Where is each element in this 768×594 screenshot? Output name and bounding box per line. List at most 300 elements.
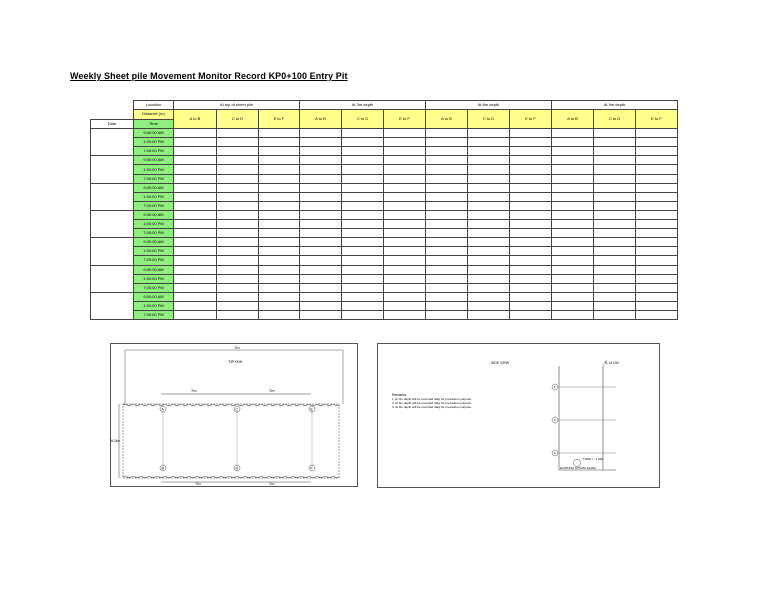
reading-cell[interactable]	[300, 265, 342, 274]
reading-cell[interactable]	[552, 129, 594, 138]
time-cell: 1:00:00 PM	[134, 274, 174, 283]
reading-cell[interactable]	[636, 292, 678, 301]
reading-cell[interactable]	[636, 129, 678, 138]
reading-cell[interactable]	[174, 256, 217, 265]
reading-cell[interactable]	[636, 174, 678, 183]
reading-cell[interactable]	[259, 174, 300, 183]
reading-cell[interactable]	[426, 192, 468, 201]
reading-cell[interactable]	[384, 265, 426, 274]
time-cell: 9:00:00 AM	[134, 265, 174, 274]
date-cell[interactable]	[91, 292, 134, 319]
reading-cell[interactable]	[636, 201, 678, 210]
reading-cell[interactable]	[259, 201, 300, 210]
reading-cell[interactable]	[174, 129, 217, 138]
reading-cell[interactable]	[594, 156, 636, 165]
reading-cell[interactable]	[636, 192, 678, 201]
reading-cell[interactable]	[384, 283, 426, 292]
reading-cell[interactable]	[217, 165, 259, 174]
reading-cell[interactable]	[594, 138, 636, 147]
reading-cell[interactable]	[217, 247, 259, 256]
date-cell[interactable]	[91, 129, 134, 156]
reading-cell[interactable]	[259, 301, 300, 310]
reading-cell[interactable]	[300, 183, 342, 192]
reading-cell[interactable]	[384, 183, 426, 192]
reading-cell[interactable]	[468, 138, 510, 147]
reading-cell[interactable]	[468, 256, 510, 265]
reading-cell[interactable]	[552, 156, 594, 165]
reading-cell[interactable]	[259, 138, 300, 147]
table-row	[91, 147, 678, 156]
reading-cell[interactable]	[510, 283, 552, 292]
reading-cell[interactable]	[300, 274, 342, 283]
subcol-header: C to D	[468, 110, 510, 129]
reading-cell[interactable]	[174, 220, 217, 229]
reading-cell[interactable]	[594, 192, 636, 201]
reading-cell[interactable]	[510, 147, 552, 156]
time-cell: 9:00:00 AM	[134, 129, 174, 138]
reading-cell[interactable]	[636, 256, 678, 265]
reading-cell[interactable]	[426, 247, 468, 256]
subcol-header: E to F	[259, 110, 300, 129]
reading-cell[interactable]	[259, 147, 300, 156]
reading-cell[interactable]	[217, 156, 259, 165]
table-row	[91, 201, 678, 210]
reading-cell[interactable]	[384, 138, 426, 147]
reading-cell[interactable]	[552, 256, 594, 265]
time-cell: 1:00:00 PM	[134, 192, 174, 201]
reading-cell[interactable]	[594, 210, 636, 219]
reading-cell[interactable]	[510, 174, 552, 183]
reading-cell[interactable]	[468, 201, 510, 210]
reading-cell[interactable]	[468, 238, 510, 247]
reading-cell[interactable]	[594, 265, 636, 274]
reading-cell[interactable]	[300, 138, 342, 147]
reading-cell[interactable]	[342, 238, 384, 247]
reading-cell[interactable]	[300, 238, 342, 247]
reading-cell[interactable]	[552, 201, 594, 210]
reading-cell[interactable]	[594, 283, 636, 292]
reading-cell[interactable]	[300, 220, 342, 229]
time-cell: 7:00:00 PM	[134, 174, 174, 183]
reading-cell[interactable]	[300, 229, 342, 238]
reading-cell[interactable]	[300, 310, 342, 319]
reading-cell[interactable]	[636, 156, 678, 165]
reading-cell[interactable]	[468, 301, 510, 310]
reading-cell[interactable]	[468, 147, 510, 156]
subcol-header: E to F	[510, 110, 552, 129]
reading-cell[interactable]	[468, 220, 510, 229]
reading-cell[interactable]	[384, 174, 426, 183]
reading-cell[interactable]	[384, 165, 426, 174]
plan-dim-left-top: 7m	[191, 388, 197, 393]
side-view-drawing	[378, 344, 659, 487]
reading-cell[interactable]	[300, 192, 342, 201]
reading-cell[interactable]	[594, 256, 636, 265]
reading-cell[interactable]	[468, 192, 510, 201]
time-header: Time	[134, 119, 174, 129]
reading-cell[interactable]	[259, 256, 300, 265]
reading-cell[interactable]	[342, 274, 384, 283]
reading-cell[interactable]	[468, 265, 510, 274]
reading-cell[interactable]	[217, 147, 259, 156]
reading-cell[interactable]	[174, 210, 217, 219]
blank-corner	[91, 101, 134, 110]
plan-dim-right-top: 7m	[269, 388, 275, 393]
reading-cell[interactable]	[259, 310, 300, 319]
reading-cell[interactable]	[300, 247, 342, 256]
reading-cell[interactable]	[594, 147, 636, 156]
reading-cell[interactable]	[594, 220, 636, 229]
reading-cell[interactable]	[552, 174, 594, 183]
reading-cell[interactable]	[636, 183, 678, 192]
reading-cell[interactable]	[342, 256, 384, 265]
reading-cell[interactable]	[468, 247, 510, 256]
reading-cell[interactable]	[174, 165, 217, 174]
reading-cell[interactable]	[300, 210, 342, 219]
reading-cell[interactable]	[636, 210, 678, 219]
reading-cell[interactable]	[594, 238, 636, 247]
reading-cell[interactable]	[384, 147, 426, 156]
time-cell: 9:00:00 AM	[134, 183, 174, 192]
reading-cell[interactable]	[636, 310, 678, 319]
reading-cell[interactable]	[342, 201, 384, 210]
reading-cell[interactable]	[342, 210, 384, 219]
reading-cell[interactable]	[342, 292, 384, 301]
reading-cell[interactable]	[594, 310, 636, 319]
reading-cell[interactable]	[636, 165, 678, 174]
reading-cell[interactable]	[426, 129, 468, 138]
time-cell: 1:00:00 PM	[134, 165, 174, 174]
reading-cell[interactable]	[300, 283, 342, 292]
reading-cell[interactable]	[174, 265, 217, 274]
plan-view-drawing	[111, 344, 357, 486]
reading-cell[interactable]	[259, 274, 300, 283]
time-cell: 1:00:00 PM	[134, 247, 174, 256]
reading-cell[interactable]	[552, 238, 594, 247]
reading-cell[interactable]	[552, 183, 594, 192]
reading-cell[interactable]	[342, 301, 384, 310]
reading-cell[interactable]	[636, 265, 678, 274]
sheet-pile-bottom	[123, 476, 339, 478]
reading-cell[interactable]	[468, 129, 510, 138]
reading-cell[interactable]	[426, 165, 468, 174]
table-row	[91, 165, 678, 174]
reading-cell[interactable]	[636, 147, 678, 156]
reading-cell[interactable]	[510, 183, 552, 192]
reading-cell[interactable]	[342, 192, 384, 201]
reading-cell[interactable]	[259, 238, 300, 247]
reading-cell[interactable]	[217, 183, 259, 192]
reading-cell[interactable]	[217, 129, 259, 138]
reading-cell[interactable]	[594, 201, 636, 210]
reading-cell[interactable]	[174, 147, 217, 156]
reading-cell[interactable]	[342, 265, 384, 274]
side-view-panel	[377, 343, 660, 488]
reading-cell[interactable]	[174, 310, 217, 319]
reading-cell[interactable]	[342, 174, 384, 183]
plan-view-panel	[110, 343, 358, 487]
reading-cell[interactable]	[174, 192, 217, 201]
date-cell[interactable]	[91, 238, 134, 265]
reading-cell[interactable]	[636, 229, 678, 238]
reading-cell[interactable]	[259, 183, 300, 192]
reading-cell[interactable]	[174, 283, 217, 292]
reading-cell[interactable]	[384, 220, 426, 229]
date-cell[interactable]	[91, 183, 134, 210]
level-3-label: 3	[553, 451, 556, 456]
reading-cell[interactable]	[426, 210, 468, 219]
reading-cell[interactable]	[426, 220, 468, 229]
date-cell[interactable]	[91, 156, 134, 183]
reading-cell[interactable]	[217, 310, 259, 319]
reading-cell[interactable]	[468, 274, 510, 283]
reading-cell[interactable]	[468, 210, 510, 219]
date-cell[interactable]	[91, 265, 134, 292]
reading-cell[interactable]	[510, 247, 552, 256]
reading-cell[interactable]	[510, 220, 552, 229]
reading-cell[interactable]	[510, 165, 552, 174]
reading-cell[interactable]	[426, 238, 468, 247]
table-row	[91, 238, 678, 247]
reading-cell[interactable]	[552, 301, 594, 310]
reading-cell[interactable]	[342, 156, 384, 165]
reading-cell[interactable]	[468, 174, 510, 183]
reading-cell[interactable]	[217, 256, 259, 265]
reading-cell[interactable]	[468, 283, 510, 292]
reading-cell[interactable]	[300, 301, 342, 310]
reading-cell[interactable]	[384, 156, 426, 165]
remarks-title: Remarks:	[392, 393, 407, 397]
reading-cell[interactable]	[594, 301, 636, 310]
reading-cell[interactable]	[510, 265, 552, 274]
reading-cell[interactable]	[174, 292, 217, 301]
reading-cell[interactable]	[300, 156, 342, 165]
reading-cell[interactable]	[510, 310, 552, 319]
reading-cell[interactable]	[174, 183, 217, 192]
reading-cell[interactable]	[636, 274, 678, 283]
reading-cell[interactable]	[552, 274, 594, 283]
reading-cell[interactable]	[384, 129, 426, 138]
reading-cell[interactable]	[510, 210, 552, 219]
table-row	[91, 274, 678, 283]
reading-cell[interactable]	[552, 165, 594, 174]
reading-cell[interactable]	[217, 283, 259, 292]
reading-cell[interactable]	[594, 183, 636, 192]
reading-cell[interactable]	[259, 283, 300, 292]
reading-cell[interactable]	[174, 274, 217, 283]
reading-cell[interactable]	[552, 210, 594, 219]
reading-cell[interactable]	[384, 210, 426, 219]
reading-cell[interactable]	[217, 265, 259, 274]
reading-cell[interactable]	[300, 292, 342, 301]
reading-cell[interactable]	[552, 292, 594, 301]
reading-cell[interactable]	[259, 165, 300, 174]
reading-cell[interactable]	[259, 129, 300, 138]
reading-cell[interactable]	[426, 301, 468, 310]
reading-cell[interactable]	[468, 310, 510, 319]
reading-cell[interactable]	[174, 174, 217, 183]
reading-cell[interactable]	[426, 201, 468, 210]
reading-cell[interactable]	[259, 210, 300, 219]
level-2-label: 2	[553, 418, 556, 423]
reading-cell[interactable]	[259, 265, 300, 274]
reading-cell[interactable]	[510, 156, 552, 165]
reading-cell[interactable]	[594, 274, 636, 283]
reading-cell[interactable]	[636, 247, 678, 256]
time-cell: 7:00:00 PM	[134, 256, 174, 265]
reading-cell[interactable]	[217, 301, 259, 310]
reading-cell[interactable]	[174, 238, 217, 247]
reading-cell[interactable]	[426, 283, 468, 292]
reading-cell[interactable]	[636, 220, 678, 229]
date-header: Date	[91, 119, 134, 129]
reading-cell[interactable]	[552, 247, 594, 256]
reading-cell[interactable]	[342, 310, 384, 319]
time-cell: 7:00:00 PM	[134, 283, 174, 292]
reading-cell[interactable]	[552, 147, 594, 156]
reading-cell[interactable]	[259, 247, 300, 256]
reading-cell[interactable]	[300, 201, 342, 210]
reading-cell[interactable]	[594, 292, 636, 301]
reading-cell[interactable]	[552, 265, 594, 274]
subcol-header: C to D	[594, 110, 636, 129]
reading-cell[interactable]	[426, 183, 468, 192]
reading-cell[interactable]	[259, 156, 300, 165]
reading-cell[interactable]	[552, 220, 594, 229]
reading-cell[interactable]	[384, 192, 426, 201]
reading-cell[interactable]	[342, 129, 384, 138]
reading-cell[interactable]	[217, 274, 259, 283]
reading-cell[interactable]	[636, 301, 678, 310]
reading-cell[interactable]	[342, 220, 384, 229]
reading-cell[interactable]	[468, 165, 510, 174]
point-d-label: D	[235, 466, 239, 471]
reading-cell[interactable]	[510, 138, 552, 147]
reading-cell[interactable]	[468, 229, 510, 238]
reading-cell[interactable]	[259, 220, 300, 229]
reading-cell[interactable]	[510, 256, 552, 265]
reading-cell[interactable]	[510, 292, 552, 301]
time-cell: 1:00:00 PM	[134, 301, 174, 310]
reading-cell[interactable]	[217, 292, 259, 301]
reading-cell[interactable]	[342, 147, 384, 156]
reading-cell[interactable]	[426, 147, 468, 156]
reading-cell[interactable]	[342, 183, 384, 192]
reading-cell[interactable]	[426, 310, 468, 319]
reading-cell[interactable]	[468, 183, 510, 192]
reading-cell[interactable]	[342, 229, 384, 238]
reading-cell[interactable]	[552, 310, 594, 319]
reading-cell[interactable]	[426, 138, 468, 147]
reading-cell[interactable]	[426, 274, 468, 283]
reading-cell[interactable]	[636, 138, 678, 147]
reading-cell[interactable]	[174, 138, 217, 147]
reading-cell[interactable]	[552, 192, 594, 201]
reading-cell[interactable]	[384, 301, 426, 310]
reading-cell[interactable]	[217, 238, 259, 247]
reading-cell[interactable]	[426, 174, 468, 183]
reading-cell[interactable]	[217, 210, 259, 219]
reading-cell[interactable]	[259, 229, 300, 238]
reading-cell[interactable]	[594, 165, 636, 174]
side-view-label: SIDE VIEW	[491, 361, 510, 365]
reading-cell[interactable]	[510, 129, 552, 138]
reading-cell[interactable]	[342, 283, 384, 292]
reading-cell[interactable]	[468, 156, 510, 165]
reading-cell[interactable]	[300, 147, 342, 156]
reading-cell[interactable]	[217, 174, 259, 183]
reading-cell[interactable]	[510, 201, 552, 210]
plan-tp-label: TIP 009	[228, 359, 242, 364]
reading-cell[interactable]	[636, 283, 678, 292]
reading-cell[interactable]	[217, 201, 259, 210]
reading-cell[interactable]	[426, 156, 468, 165]
reading-cell[interactable]	[594, 129, 636, 138]
reading-cell[interactable]	[510, 301, 552, 310]
remark-1: 1. At 3m depth will be recorded daily for precaution purpose.	[392, 397, 472, 401]
plan-dim-right-bottom: 7m	[269, 481, 275, 486]
subcol-header: A to B	[300, 110, 342, 129]
reading-cell[interactable]	[217, 220, 259, 229]
reading-cell[interactable]	[174, 156, 217, 165]
reading-cell[interactable]	[174, 247, 217, 256]
reading-cell[interactable]	[342, 247, 384, 256]
reading-cell[interactable]	[552, 229, 594, 238]
reading-cell[interactable]	[259, 192, 300, 201]
reading-cell[interactable]	[594, 229, 636, 238]
reading-cell[interactable]	[510, 238, 552, 247]
reading-cell[interactable]	[300, 165, 342, 174]
reading-cell[interactable]	[384, 201, 426, 210]
reading-cell[interactable]	[384, 310, 426, 319]
reading-cell[interactable]	[552, 138, 594, 147]
reading-cell[interactable]	[300, 174, 342, 183]
reading-cell[interactable]	[384, 247, 426, 256]
reading-cell[interactable]	[636, 238, 678, 247]
reading-cell[interactable]	[552, 283, 594, 292]
reading-cell[interactable]	[468, 292, 510, 301]
reading-cell[interactable]	[217, 192, 259, 201]
reading-cell[interactable]	[426, 229, 468, 238]
reading-cell[interactable]	[384, 229, 426, 238]
date-cell[interactable]	[91, 210, 134, 237]
reading-cell[interactable]	[259, 292, 300, 301]
reading-cell[interactable]	[510, 192, 552, 201]
reading-cell[interactable]	[174, 229, 217, 238]
reading-cell[interactable]	[217, 229, 259, 238]
reading-cell[interactable]	[174, 201, 217, 210]
reading-cell[interactable]	[510, 229, 552, 238]
point-f-label: F	[310, 466, 313, 471]
monitor-table	[90, 100, 678, 320]
reading-cell[interactable]	[594, 247, 636, 256]
reading-cell[interactable]	[384, 274, 426, 283]
reading-cell[interactable]	[174, 301, 217, 310]
reading-cell[interactable]	[426, 292, 468, 301]
reading-cell[interactable]	[594, 174, 636, 183]
reading-cell[interactable]	[426, 256, 468, 265]
reading-cell[interactable]	[384, 292, 426, 301]
reading-cell[interactable]	[342, 165, 384, 174]
reading-cell[interactable]	[426, 265, 468, 274]
reading-cell[interactable]	[384, 238, 426, 247]
reading-cell[interactable]	[342, 138, 384, 147]
reading-cell[interactable]	[300, 129, 342, 138]
reading-cell[interactable]	[217, 138, 259, 147]
reading-cell[interactable]	[300, 256, 342, 265]
reading-cell[interactable]	[510, 274, 552, 283]
reading-cell[interactable]	[384, 256, 426, 265]
